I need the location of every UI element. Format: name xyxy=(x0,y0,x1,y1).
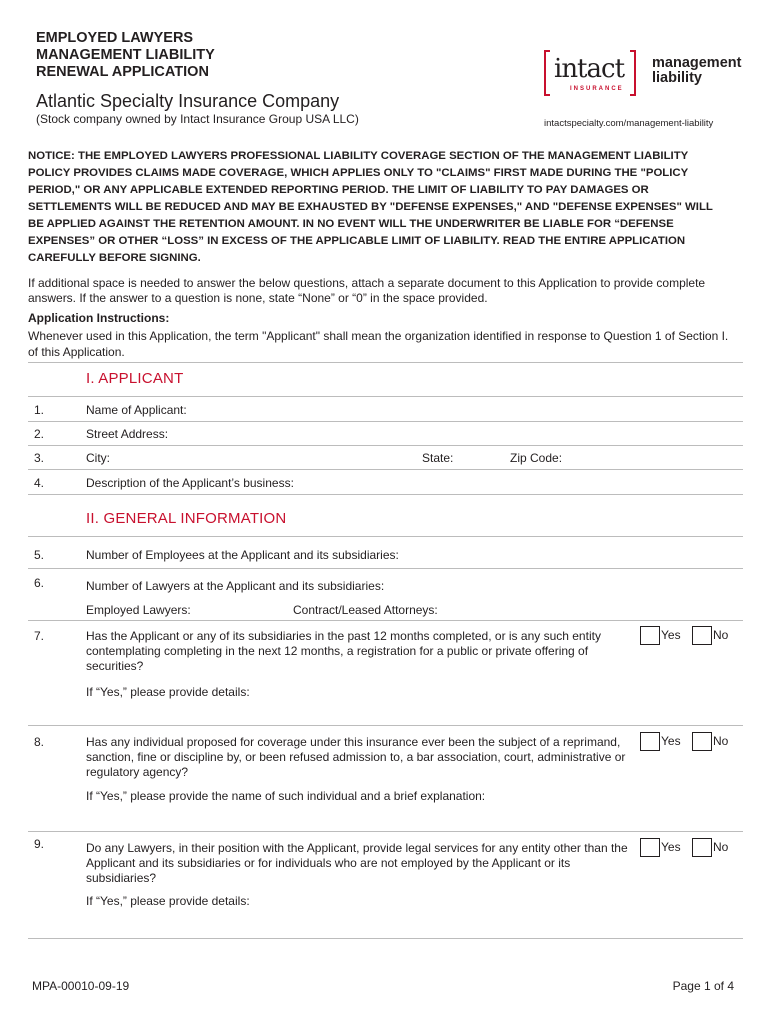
q7-no-label: No xyxy=(713,628,729,642)
q8-no-checkbox[interactable] xyxy=(692,732,712,751)
form-title-line-1: EMPLOYED LAWYERS xyxy=(36,30,194,46)
intro-paragraph: If additional space is needed to answer the below questions, attach a separate document to this Application to provide complete answers. If the answer to a question is none, state “None” or “0” in the space provided. xyxy=(28,276,706,305)
notice-paragraph: NOTICE: THE EMPLOYED LAWYERS PROFESSIONAL LIABILITY COVERAGE SECTION OF THE MANAGEMENT LIABILITY POLICY PROVIDES CLAIMS MADE COVERAGE, WHICH APPLIES ONLY TO "CLAIMS" FIRST MADE DURING THE "POLICY PERIOD," OR ANY APPLICABLE EXTENDED REPORTING PERIOD. THE LIMIT OF LIABILITY TO PAY DAMAGES OR SETTLEMENTS WILL BE REDUCED AND MAY BE EXHAUSTED BY "DEFENSE EXPENSES," AND "DEFENSE EXPENSES" WILL BE APPLIED AGAINST THE RETENTION AMOUNT. IN NO EVENT WILL THE UNDERWRITER BE LIABLE FOR “DEFENSE EXPENSES” OR OTHER “LOSS” IN EXCESS OF THE APPLICABLE LIMIT OF LIABILITY. READ THE ENTIRE APPLICATION CAREFULLY BEFORE SIGNING. xyxy=(28,150,713,264)
instructions-heading: Application Instructions: xyxy=(28,311,170,325)
row-divider xyxy=(28,620,743,621)
q7-followup[interactable]: If “Yes,” please provide details: xyxy=(86,685,250,699)
q7-yes-checkbox[interactable] xyxy=(640,626,660,645)
q8-yes-checkbox[interactable] xyxy=(640,732,660,751)
q1-number: 1. xyxy=(34,403,45,417)
row-divider xyxy=(28,494,743,495)
city-label[interactable]: City: xyxy=(86,451,110,465)
q9-yes-checkbox[interactable] xyxy=(640,838,660,857)
contract-attorneys-label[interactable]: Contract/Leased Attorneys: xyxy=(293,603,438,617)
logo-ml-line-1: management xyxy=(652,55,742,71)
q8-followup[interactable]: If “Yes,” please provide the name of such individual and a brief explanation: xyxy=(86,789,486,803)
logo-insurance-text: INSURANCE xyxy=(570,86,624,92)
q7-yes-label: Yes xyxy=(661,628,681,642)
website-url: intactspecialty.com/management-liability xyxy=(544,118,714,129)
row-divider xyxy=(28,938,743,939)
intact-logo xyxy=(544,50,744,98)
q5-number: 5. xyxy=(34,548,45,562)
q7-no-checkbox[interactable] xyxy=(692,626,712,645)
street-address-label[interactable]: Street Address: xyxy=(86,427,169,441)
state-label[interactable]: State: xyxy=(422,451,454,465)
section-1-heading: I. APPLICANT xyxy=(86,370,184,387)
logo-bracket-mark xyxy=(544,50,636,98)
logo-bracket-right xyxy=(630,50,636,96)
company-name: Atlantic Specialty Insurance Company xyxy=(36,91,340,111)
q7-yes-no xyxy=(640,626,750,646)
row-divider xyxy=(28,725,743,726)
employed-lawyers-label[interactable]: Employed Lawyers: xyxy=(86,603,191,617)
q8-question: Has any individual proposed for coverage under this insurance ever been the subject of a reprimand, sanction, fine or discipline by, or been refused admission to, a bar association, court, administrative or regulatory agency? xyxy=(86,735,626,779)
form-title-line-2: MANAGEMENT LIABILITY xyxy=(36,47,215,63)
q9-yes-label: Yes xyxy=(661,840,681,854)
q4-number: 4. xyxy=(34,476,45,490)
name-of-applicant-label[interactable]: Name of Applicant: xyxy=(86,403,187,417)
logo-ml-line-2: liability xyxy=(652,70,702,86)
logo-management-liability xyxy=(652,56,741,86)
q8-yes-no xyxy=(640,732,750,752)
section-divider xyxy=(28,362,743,363)
row-divider xyxy=(28,445,743,446)
q9-yes-no xyxy=(640,838,750,858)
row-divider xyxy=(28,421,743,422)
zip-code-label[interactable]: Zip Code: xyxy=(510,451,563,465)
number-of-lawyers-label: Number of Lawyers at the Applicant and its subsidiaries: xyxy=(86,579,385,593)
row-divider xyxy=(28,469,743,470)
q9-no-checkbox[interactable] xyxy=(692,838,712,857)
q9-no-label: No xyxy=(713,840,729,854)
q9-question: Do any Lawyers, in their position with the Applicant, provide legal services for any entity other than the Applicant and its subsidiaries or for individuals who are not employed by the Applicant or its subsidiaries? xyxy=(86,841,628,885)
q6-number: 6. xyxy=(34,576,45,590)
row-divider xyxy=(28,396,743,397)
row-divider xyxy=(28,536,743,537)
q7-number: 7. xyxy=(34,629,45,643)
q8-number: 8. xyxy=(34,735,45,749)
section-2-heading: II. GENERAL INFORMATION xyxy=(86,510,287,527)
company-subtitle: (Stock company owned by Intact Insurance Group USA LLC) xyxy=(36,112,359,126)
page-number: Page 1 of 4 xyxy=(672,979,734,993)
logo-wordmark: intact xyxy=(554,54,625,84)
q8-no-label: No xyxy=(713,734,729,748)
q2-number: 2. xyxy=(34,427,45,441)
number-of-employees-label[interactable]: Number of Employees at the Applicant and its subsidiaries: xyxy=(86,548,399,562)
q3-number: 3. xyxy=(34,451,45,465)
q9-number: 9. xyxy=(34,837,45,851)
form-title-line-3: RENEWAL APPLICATION xyxy=(36,64,209,80)
q8-yes-label: Yes xyxy=(661,734,681,748)
row-divider xyxy=(28,831,743,832)
form-number: MPA-00010-09-19 xyxy=(32,979,130,993)
instructions-text: Whenever used in this Application, the term "Applicant" shall mean the organization identified in response to Question 1 of Section I. of this Application. xyxy=(28,329,729,359)
form-title xyxy=(36,30,215,81)
q9-followup[interactable]: If “Yes,” please provide details: xyxy=(86,894,250,908)
logo-bracket-left xyxy=(544,50,550,96)
q7-question: Has the Applicant or any of its subsidiaries in the past 12 months completed, or is any such entity contemplating completing in the next 12 months, a registration for a public or private offering of securities? xyxy=(86,629,601,673)
business-description-label[interactable]: Description of the Applicant’s business: xyxy=(86,476,294,490)
row-divider xyxy=(28,568,743,569)
